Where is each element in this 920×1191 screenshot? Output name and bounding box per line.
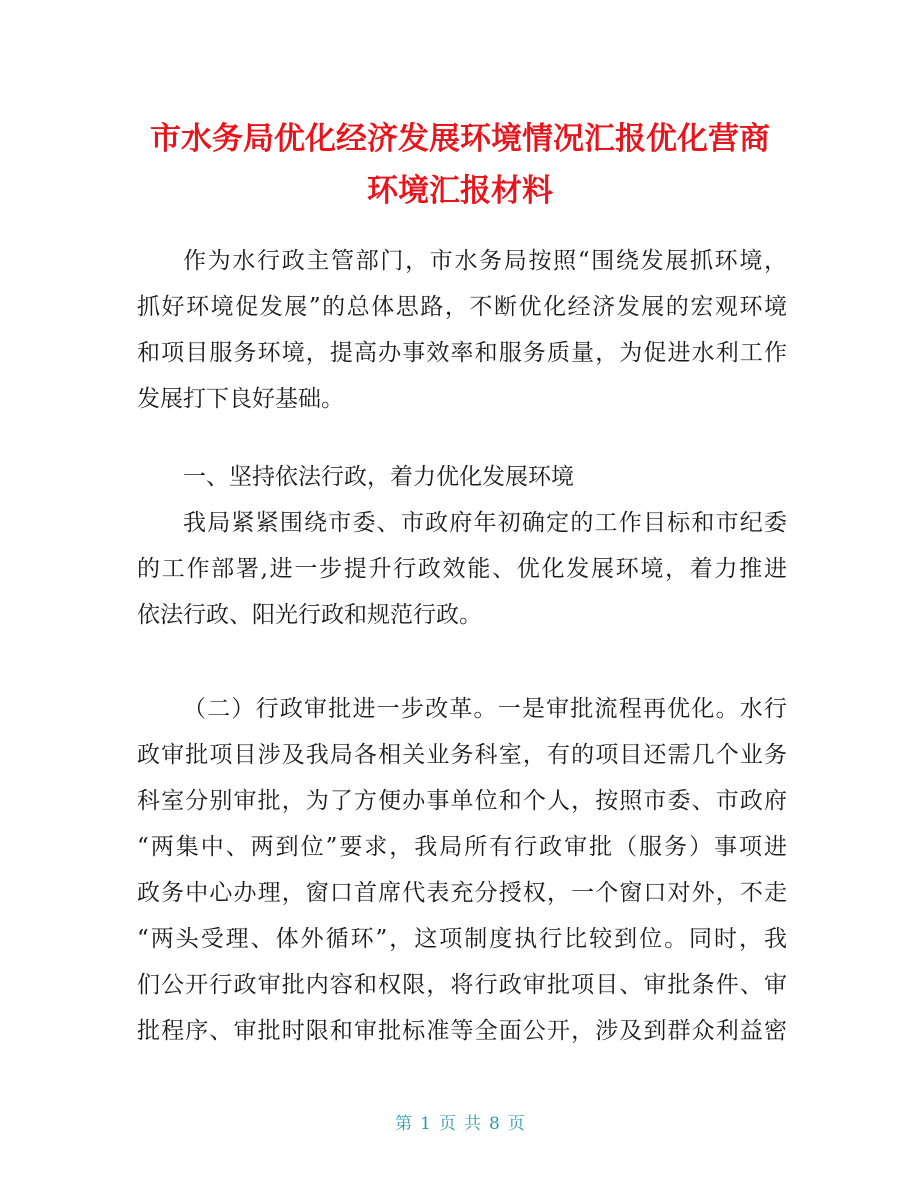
paragraph-line: （二）行政审批进一步改革。一是审批流程再优化。水行 [183, 696, 787, 722]
section-heading [137, 454, 787, 500]
section-heading-text: 一、坚持依法行政，着力优化发展环境 [183, 464, 574, 490]
paragraph-section-1 [137, 500, 787, 638]
document-title-line-2: 环境汇报材料 [367, 173, 553, 209]
footer-label-gong: 共 [464, 1114, 481, 1134]
paragraph-line: 科室分别审批，为了方便办事单位和个人，按照市委、市政府 [137, 788, 787, 814]
document-title-line-1: 市水务局优化经济发展环境情况汇报优化营商 [150, 121, 770, 157]
paragraph-line: 抓好环境促发展”的总体思路，不断优化经济发展的宏观环境 [137, 294, 787, 320]
paragraph-approval-reform [137, 686, 787, 1054]
paragraph-line: 的工作部署,进一步提升行政效能、优化发展环境，着力推进 [137, 556, 787, 582]
paragraph-intro [137, 238, 787, 422]
paragraph-line: “两集中、两到位”要求，我局所有行政审批（服务）事项进 [137, 834, 787, 860]
paragraph-line: “两头受理、体外循环”，这项制度执行比较到位。同时，我 [137, 926, 787, 952]
footer-current-page: 1 [420, 1114, 431, 1134]
paragraph-line: 和项目服务环境，提高办事效率和服务质量，为促进水利工作 [137, 340, 787, 366]
footer-label-ye: 页 [507, 1114, 525, 1134]
paragraph-line: 批程序、审批时限和审批标准等全面公开，涉及到群众利益密 [137, 1018, 787, 1044]
paragraph-line: 依法行政、阳光行政和规范行政。 [137, 602, 482, 628]
paragraph-line: 政审批项目涉及我局各相关业务科室，有的项目还需几个业务 [137, 742, 787, 768]
paragraph-line: 我局紧紧围绕市委、市政府年初确定的工作目标和市纪委 [183, 510, 787, 536]
paragraph-line: 们公开行政审批内容和权限，将行政审批项目、审批条件、审 [137, 972, 787, 998]
paragraph-line: 政务中心办理，窗口首席代表充分授权，一个窗口对外，不走 [137, 880, 787, 906]
page-footer [0, 1112, 920, 1136]
paragraph-line: 发展打下良好基础。 [137, 386, 344, 412]
paragraph-line: 作为水行政主管部门，市水务局按照“围绕发展抓环境， [183, 248, 787, 274]
footer-label-ye: 页 [439, 1114, 456, 1134]
footer-total-pages: 8 [489, 1114, 500, 1134]
footer-label-di: 第 [395, 1114, 413, 1134]
